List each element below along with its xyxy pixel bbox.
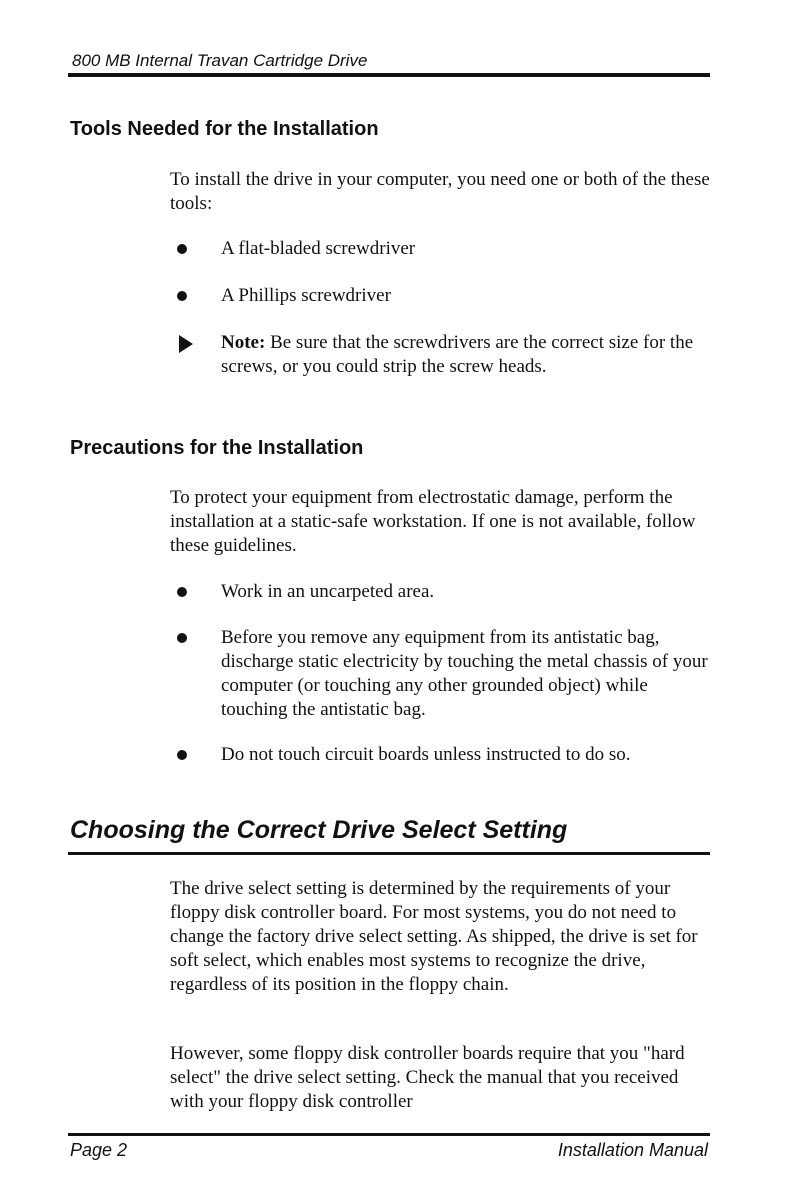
tool-item-text: A flat-bladed screwdriver: [221, 238, 416, 259]
manual-title: Installation Manual: [557, 1140, 708, 1160]
drive-select-heading: Choosing the Correct Drive Select Setting: [70, 816, 568, 844]
bullet-icon: [177, 291, 187, 301]
drive-select-para-1: The drive select setting is determined by the requirements of your floppy disk controller board. For most systems, you do not need to change the factory drive select setting. As shipped, the drive is set for soft select, which enables most systems to recognize the drive, regardless of its position in the floppy chain.: [170, 878, 698, 995]
section-rule: [68, 852, 710, 855]
bullet-icon: [177, 633, 187, 643]
note-arrow-icon: [179, 335, 193, 353]
precaution-item-text: Work in an uncarpeted area.: [221, 581, 435, 602]
tool-item-text: A Phillips screwdriver: [221, 285, 391, 306]
precaution-item-text: Before you remove any equipment from its antistatic bag, discharge static electricity by touching the metal chassis of your computer (or touching any other grounded object) while touching the antistatic bag.: [221, 627, 708, 720]
bullet-icon: [177, 244, 187, 254]
bullet-icon: [177, 750, 187, 760]
note-label: Note:: [221, 332, 266, 353]
precautions-heading: Precautions for the Installation: [70, 437, 364, 459]
page-number: Page 2: [70, 1140, 128, 1160]
tools-intro: To install the drive in your computer, you need one or both of the these tools:: [170, 169, 710, 214]
drive-select-para-2: However, some floppy disk controller boards require that you "hard select" the drive select setting. Check the manual that you received with your floppy disk controller: [170, 1043, 685, 1112]
note-text: [221, 331, 711, 379]
header-rule: [68, 73, 710, 77]
footer-rule: [68, 1133, 710, 1136]
precautions-intro: To protect your equipment from electrostatic damage, perform the installation at a static-safe workstation. If one is not available, follow these guidelines.: [170, 487, 696, 556]
precaution-item-text: Do not touch circuit boards unless instructed to do so.: [221, 744, 631, 765]
tools-heading: Tools Needed for the Installation: [70, 118, 379, 140]
bullet-icon: [177, 587, 187, 597]
note-body: Be sure that the screwdrivers are the correct size for the screws, or you could strip the screw heads.: [221, 332, 694, 377]
running-header: 800 MB Internal Travan Cartridge Drive: [72, 51, 368, 70]
